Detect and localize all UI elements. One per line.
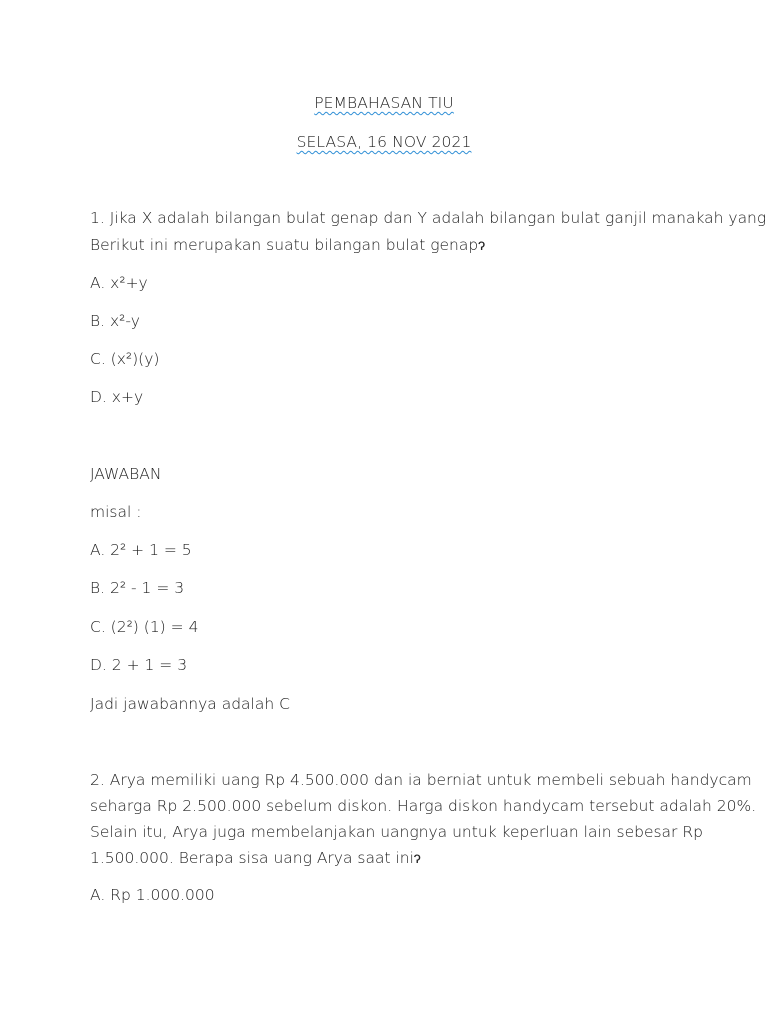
answer-1-heading: JAWABAN xyxy=(90,465,162,483)
document-title xyxy=(0,94,768,112)
answer-1-step-a: A. 2² + 1 = 5 xyxy=(90,541,192,559)
question-2-text-line-1: 2. Arya memiliki uang Rp 4.500.000 dan ia berniat untuk membeli sebuah handycam xyxy=(90,771,752,789)
question-1-text-line-1: 1. Jika X adalah bilangan bulat genap dan Y adalah bilangan bulat ganjil manakah yang xyxy=(90,209,767,227)
answer-1-step-d: D. 2 + 1 = 3 xyxy=(90,656,188,674)
question-2-text-line-4: 1.500.000. Berapa sisa uang Arya saat iniɂ xyxy=(90,849,421,867)
document-date xyxy=(0,133,768,151)
question-2-text-line-3: Selain itu, Arya juga membelanjakan uangnya untuk keperluan lain sebesar Rp xyxy=(90,823,703,841)
question-1-text-line-2: Berikut ini merupakan suatu bilangan bulat genapɂ xyxy=(90,236,486,254)
document-date-text: SELASA, 16 NOV 2021 xyxy=(296,133,472,151)
answer-1-step-b: B. 2² - 1 = 3 xyxy=(90,579,185,597)
answer-1-intro: misal : xyxy=(90,503,142,521)
question-1-option-b: B. x²-y xyxy=(90,312,140,330)
document-title-text: PEMBAHASAN TIU xyxy=(314,94,454,112)
question-1-option-a: A. x²+y xyxy=(90,274,148,292)
question-2-text-line-2: seharga Rp 2.500.000 sebelum diskon. Harga diskon handycam tersebut adalah 20%. xyxy=(90,797,757,815)
answer-1-step-c: C. (2²) (1) = 4 xyxy=(90,618,199,636)
question-1-option-d: D. x+y xyxy=(90,388,144,406)
question-1-option-c: C. (x²)(y) xyxy=(90,350,160,368)
question-2-option-a: A. Rp 1.000.000 xyxy=(90,886,215,904)
answer-1-conclusion: Jadi jawabannya adalah C xyxy=(90,695,290,713)
